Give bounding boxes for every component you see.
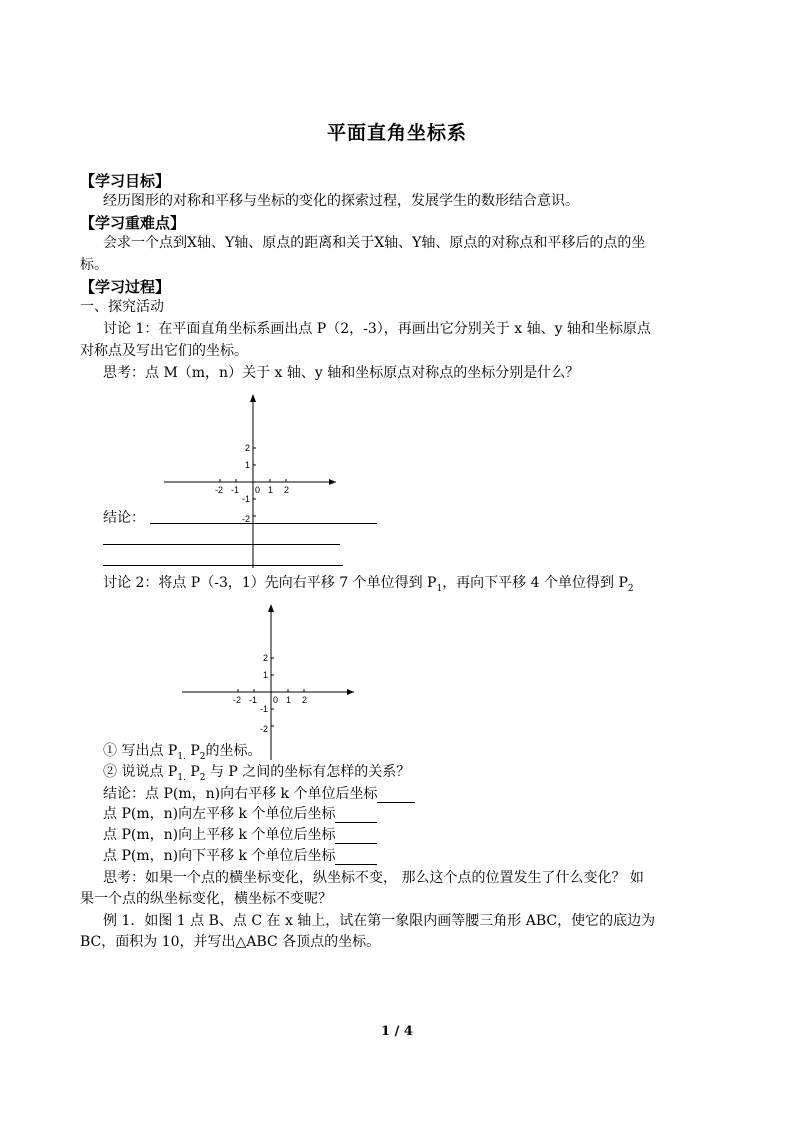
key-text-line2: 标。 (80, 257, 108, 273)
y-tick-label: -1 (242, 494, 251, 504)
x-tick-label: 2 (302, 695, 308, 705)
x-tick-label: 0 (273, 695, 279, 705)
x-axis-arrow-icon (329, 479, 336, 485)
x-tick-label: -1 (231, 485, 240, 495)
y-axis-arrow-icon (268, 604, 274, 612)
y-axis-arrow-icon (250, 394, 256, 402)
conclusion-down: 点 P(m，n)向下平移 k 个单位后坐标 (103, 847, 377, 865)
key-heading: 【学习重难点】 (80, 214, 186, 232)
discussion1-line1: 讨论 1：在平面直角坐标系画出点 P（2，-3），再画出它分别关于 x 轴、y 轴和坐标原点 (103, 321, 651, 337)
x-tick-label: 2 (284, 485, 290, 495)
conclusion-up: 点 P(m，n)向上平移 k 个单位后坐标 (103, 826, 377, 844)
y-tick-label: 2 (245, 443, 251, 453)
answer-line (103, 544, 340, 545)
answer-line (103, 565, 343, 566)
conclusion-left: 点 P(m，n)向左平移 k 个单位后坐标 (103, 805, 377, 823)
conclusion-label: 结论： (103, 510, 145, 526)
y-tick-label: 1 (263, 670, 269, 680)
page-title: 平面直角坐标系 (326, 122, 467, 144)
x-tick-label: 1 (268, 485, 274, 495)
answer-blank (335, 829, 377, 844)
answer-blank (335, 850, 377, 865)
discussion2-text: 讨论 2：将点 P（-3，1）先向右平移 7 个单位得到 $P_1$，再向下平移 4 个单位得到 $P_2$ (103, 575, 634, 594)
process-heading: 【学习过程】 (80, 278, 171, 296)
key-text-line1: 会求一个点到X轴、Y轴、原点的距离和关于X轴、Y轴、原点的对称点和平移后的点的坐 (103, 235, 646, 251)
y-tick-label: -2 (242, 514, 251, 524)
question-1: ① 写出点 $P_{1.}$ $P_2$的坐标。 (103, 743, 262, 762)
answer-blank (377, 788, 415, 803)
coordinate-grid-1 (160, 390, 350, 575)
goal-heading: 【学习目标】 (80, 172, 171, 190)
answer-line (150, 523, 377, 524)
x-axis-arrow-icon (347, 689, 354, 695)
y-tick-label: 1 (245, 460, 251, 470)
x-tick-label: -1 (249, 695, 258, 705)
goal-text: 经历图形的对称和平移与坐标的变化的探索过程，发展学生的数形结合意识。 (103, 193, 579, 209)
x-tick-label: 1 (286, 695, 292, 705)
question-2: ② 说说点 $P_{1.}$ $P_2$ 与 P 之间的坐标有怎样的关系？ (103, 764, 411, 783)
page-number: 1 / 4 (381, 1024, 413, 1039)
x-tick-label: -2 (215, 485, 224, 495)
think2-line1: 思考：如果一个点的横坐标变化，纵坐标不变， 那么这个点的位置发生了什么变化？ 如 (103, 870, 644, 886)
part1-heading: 一、探究活动 (80, 299, 164, 315)
think2-line2: 果一个点的纵坐标变化，横坐标不变呢？ (80, 891, 332, 907)
conclusion-right: 结论：点 P(m，n)向右平移 k 个单位后坐标 (103, 785, 415, 803)
example1-line2: BC，面积为 10，并写出△ABC 各顶点的坐标。 (80, 934, 381, 950)
y-tick-label: 2 (263, 653, 269, 663)
x-tick-label: 0 (255, 485, 261, 495)
discussion1-line2: 对称点及写出它们的坐标。 (80, 343, 248, 359)
coordinate-grid-2 (178, 600, 368, 765)
y-tick-label: -2 (260, 724, 269, 734)
answer-blank (335, 808, 377, 823)
example1-line1: 例 1．如图 1 点 B、点 C 在 x 轴上，试在第一象限内画等腰三角形 ABC，使它的底边为 (103, 913, 656, 929)
discussion1-think: 思考：点 M（m，n）关于 x 轴、y 轴和坐标原点对称点的坐标分别是什么？ (103, 365, 580, 381)
x-tick-label: -2 (233, 695, 242, 705)
y-tick-label: -1 (260, 704, 269, 714)
